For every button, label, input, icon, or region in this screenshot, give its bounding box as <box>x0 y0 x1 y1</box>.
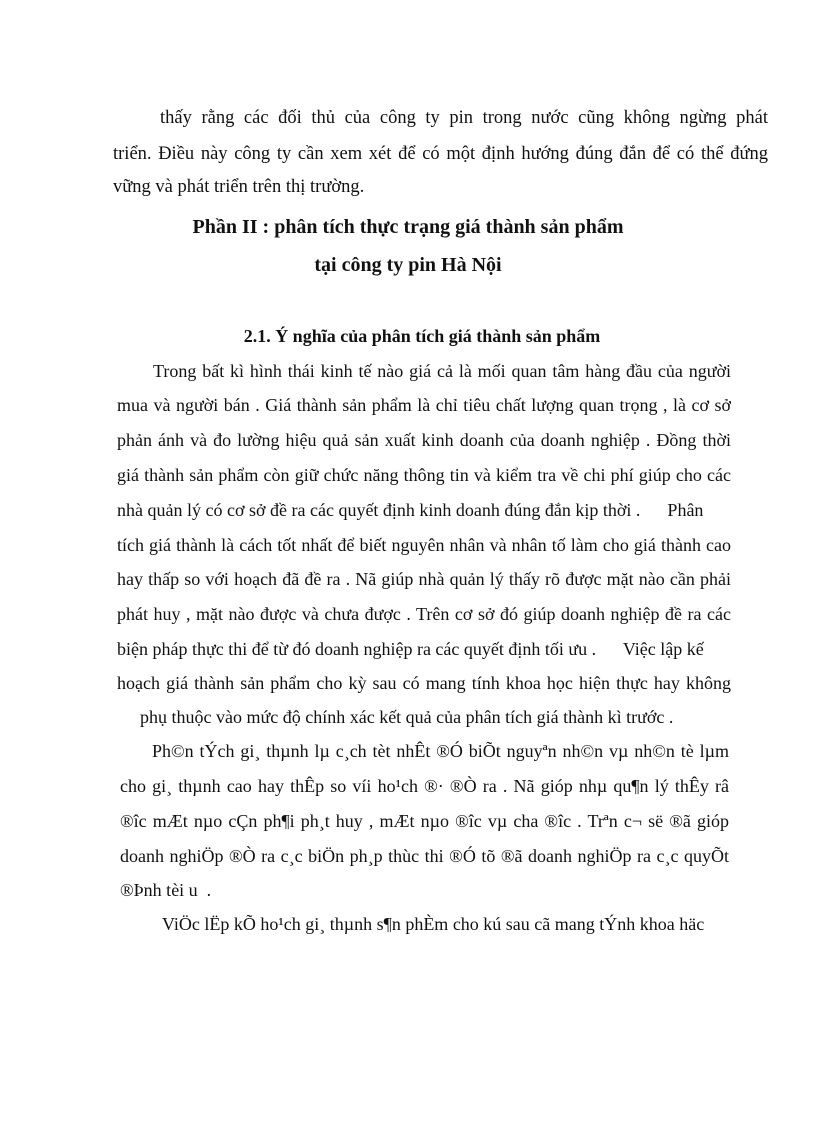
text-line: Ph©n tÝch gi¸ thµnh lµ c¸ch tèt nhÊt ®Ó biÕt nguyªn nh©n vµ nh©n tè lµm <box>152 741 729 761</box>
text-line: nhà quản lý có cơ sở đề ra các quyết định kinh doanh đúng đắn kịp thời . Phân <box>117 500 704 520</box>
text-line: ®îc mÆt nµo cÇn ph¶i ph¸t huy , mÆt nµo ®îc vµ cha ®îc . Trªn c¬ së ®ã gióp <box>120 811 729 831</box>
text-line: Trong bất kì hình thái kinh tế nào giá cả là mối quan tâm hàng đầu của người <box>153 361 731 381</box>
text-line: cho gi¸ thµnh cao hay thÊp so víi ho¹ch ®· ®Ò ra . Nã gióp nhµ qu¶n lý thÊy râ <box>120 776 729 796</box>
text-line: phản ánh và đo lường hiệu quả sản xuất kinh doanh của doanh nghiệp . Đồng thời <box>117 430 731 450</box>
text-line: giá thành sản phẩm còn giữ chức năng thông tin và kiểm tra về chi phí giúp cho các <box>117 465 731 485</box>
text-line: thấy rằng các đối thủ của công ty pin trong nước cũng không ngừng phát <box>160 108 768 128</box>
text-line: tích giá thành là cách tốt nhất để biết nguyên nhân và nhân tố làm cho giá thành cao <box>117 535 731 555</box>
text-line: doanh nghiÖp ®Ò ra c¸c biÖn ph¸p thùc thi ®Ó tõ ®ã doanh nghiÖp ra c¸c quyÕt <box>120 846 729 866</box>
text-line: ViÖc lËp kÕ ho¹ch gi¸ thµnh s¶n phÈm cho kú sau cã mang tÝnh khoa häc <box>162 914 705 934</box>
text-line: hay thấp so với hoạch đã đề ra . Nã giúp nhà quản lý thấy rõ được mặt nào cần phải <box>117 569 731 589</box>
section-heading: 2.1. Ý nghĩa của phân tích giá thành sản phẩm <box>243 326 601 346</box>
text-line: vững và phát triển trên thị trường. <box>113 177 365 197</box>
text-line: ®Þnh tèi u . <box>120 880 212 900</box>
text-line: hoạch giá thành sản phẩm cho kỳ sau có mang tính khoa học hiện thực hay không <box>117 673 731 693</box>
text-line: triển. Điều này công ty cần xem xét để có một định hướng đúng đắn để có thể đứng <box>113 144 768 164</box>
part-heading-line-2: tại công ty pin Hà Nội <box>314 254 502 276</box>
text-line: biện pháp thực thi để từ đó doanh nghiệp ra các quyết định tối ưu . Việc lập kế <box>117 639 704 659</box>
text-line: phụ thuộc vào mức độ chính xác kết quả của phân tích giá thành kì trước . <box>140 707 674 727</box>
part-heading-line-1: Phần II : phân tích thực trạng giá thành sản phẩm <box>192 216 624 238</box>
text-line: mua và người bán . Giá thành sản phẩm là chỉ tiêu chất lượng quan trọng , là cơ sở <box>117 395 731 415</box>
text-line: phát huy , mặt nào được và chưa được . Trên cơ sở đó giúp doanh nghiệp đề ra các <box>117 604 731 624</box>
